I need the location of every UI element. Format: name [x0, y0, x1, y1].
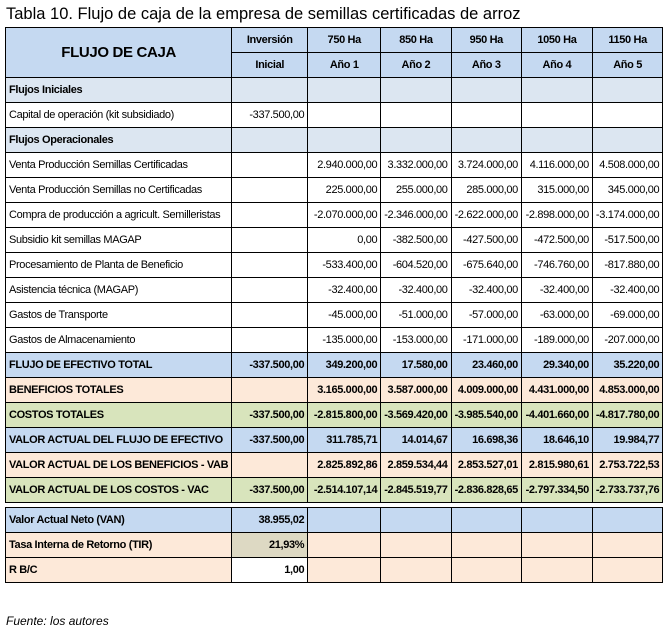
- year-4-value: 29.340,00: [521, 353, 592, 378]
- initial-value: [232, 453, 308, 478]
- year-3-value: 285.000,00: [451, 178, 521, 203]
- year-3-value: -57.000,00: [451, 303, 521, 328]
- section-initial: [6, 78, 663, 103]
- year-4-value: -2.797.334,50: [521, 478, 592, 503]
- year-2-value: -604.520,00: [381, 253, 451, 278]
- year-5-value: 4.853.000,00: [592, 378, 662, 403]
- year-2-value: -32.400,00: [381, 278, 451, 303]
- header-row-1: [6, 28, 663, 53]
- year-3-value: 4.009.000,00: [451, 378, 521, 403]
- year-3-value: 3.724.000,00: [451, 153, 521, 178]
- table-row: [6, 103, 663, 128]
- table-row: [6, 378, 663, 403]
- indicator-label: R B/C: [6, 558, 232, 583]
- year-2-value: -2.845.519,77: [381, 478, 451, 503]
- indicator-label: Tasa Interna de Retorno (TIR): [6, 533, 232, 558]
- year-4-value: -189.000,00: [521, 328, 592, 353]
- year-5-value: -32.400,00: [592, 278, 662, 303]
- table-cell: [381, 508, 451, 533]
- table-row: [6, 478, 663, 503]
- table-cell: [451, 128, 521, 153]
- row-label: Procesamiento de Planta de Beneficio: [6, 253, 232, 278]
- header-initial: Inicial: [232, 53, 308, 78]
- initial-value: [232, 303, 308, 328]
- table-row: [6, 203, 663, 228]
- row-label: BENEFICIOS TOTALES: [6, 378, 232, 403]
- table-row: [6, 228, 663, 253]
- initial-value: [232, 153, 308, 178]
- year-4-value: 315.000,00: [521, 178, 592, 203]
- cash-flow-body: [6, 28, 663, 583]
- indicator-value: 1,00: [232, 558, 308, 583]
- year-4-value: 4.116.000,00: [521, 153, 592, 178]
- year-4-value: -746.760,00: [521, 253, 592, 278]
- table-cell: [592, 128, 662, 153]
- year-4-value: -472.500,00: [521, 228, 592, 253]
- row-label: Subsidio kit semillas MAGAP: [6, 228, 232, 253]
- table-cell: [521, 78, 592, 103]
- year-5-value: 345.000,00: [592, 178, 662, 203]
- year-4-value: -32.400,00: [521, 278, 592, 303]
- year-3-value: 2.853.527,01: [451, 453, 521, 478]
- table-cell: [308, 78, 381, 103]
- year-1-value: 0,00: [308, 228, 381, 253]
- indicator-label: Valor Actual Neto (VAN): [6, 508, 232, 533]
- year-5-value: -517.500,00: [592, 228, 662, 253]
- initial-value: -337.500,00: [232, 353, 308, 378]
- table-cell: [451, 533, 521, 558]
- year-4-value: 18.646,10: [521, 428, 592, 453]
- row-label: Venta Producción Semillas no Certificadas: [6, 178, 232, 203]
- year-4-value: -2.898.000,00: [521, 203, 592, 228]
- row-label: Asistencia técnica (MAGAP): [6, 278, 232, 303]
- year-5-value: [592, 103, 662, 128]
- year-5-value: -817.880,00: [592, 253, 662, 278]
- table-cell: [381, 533, 451, 558]
- table-cell: [381, 558, 451, 583]
- table-cell: [521, 508, 592, 533]
- header-ha-5: 1150 Ha: [592, 28, 662, 53]
- year-5-value: 2.753.722,53: [592, 453, 662, 478]
- year-3-value: -675.640,00: [451, 253, 521, 278]
- table-row: [6, 403, 663, 428]
- table-row: [6, 153, 663, 178]
- table-cell: [521, 533, 592, 558]
- table-source: Fuente: los autores: [6, 614, 109, 628]
- table-cell: [232, 128, 308, 153]
- row-label: COSTOS TOTALES: [6, 403, 232, 428]
- table-title: FLUJO DE CAJA: [6, 28, 232, 78]
- year-1-value: -2.070.000,00: [308, 203, 381, 228]
- row-label: Gastos de Transporte: [6, 303, 232, 328]
- table-cell: [451, 78, 521, 103]
- table-row: [6, 303, 663, 328]
- year-1-value: 3.165.000,00: [308, 378, 381, 403]
- initial-value: -337.500,00: [232, 403, 308, 428]
- year-1-value: -2.514.107,14: [308, 478, 381, 503]
- initial-value: [232, 378, 308, 403]
- table-row: [6, 428, 663, 453]
- year-2-value: 2.859.534,44: [381, 453, 451, 478]
- header-investment: Inversión: [232, 28, 308, 53]
- initial-value: [232, 278, 308, 303]
- year-2-value: -153.000,00: [381, 328, 451, 353]
- initial-value: [232, 253, 308, 278]
- year-1-value: [308, 103, 381, 128]
- initial-value: [232, 328, 308, 353]
- year-2-value: 255.000,00: [381, 178, 451, 203]
- cash-flow-table: [5, 27, 663, 583]
- year-4-value: -4.401.660,00: [521, 403, 592, 428]
- table-cell: [381, 128, 451, 153]
- year-1-value: 311.785,71: [308, 428, 381, 453]
- year-5-value: -69.000,00: [592, 303, 662, 328]
- year-4-value: [521, 103, 592, 128]
- table-cell: [592, 78, 662, 103]
- table-cell: [521, 128, 592, 153]
- year-1-value: 225.000,00: [308, 178, 381, 203]
- year-5-value: -207.000,00: [592, 328, 662, 353]
- row-label: Capital de operación (kit subsidiado): [6, 103, 232, 128]
- header-year-3: Año 3: [451, 53, 521, 78]
- year-3-value: -3.985.540,00: [451, 403, 521, 428]
- table-cell: [308, 558, 381, 583]
- year-3-value: -32.400,00: [451, 278, 521, 303]
- table-cell: [451, 508, 521, 533]
- table-cell: [592, 508, 662, 533]
- year-1-value: -135.000,00: [308, 328, 381, 353]
- table-row: [6, 353, 663, 378]
- year-2-value: -382.500,00: [381, 228, 451, 253]
- header-year-4: Año 4: [521, 53, 592, 78]
- year-2-value: -2.346.000,00: [381, 203, 451, 228]
- table-row: [6, 453, 663, 478]
- header-year-5: Año 5: [592, 53, 662, 78]
- year-3-value: -2.622.000,00: [451, 203, 521, 228]
- header-ha-3: 950 Ha: [451, 28, 521, 53]
- header-ha-4: 1050 Ha: [521, 28, 592, 53]
- year-3-value: 16.698,36: [451, 428, 521, 453]
- year-2-value: -51.000,00: [381, 303, 451, 328]
- initial-value: [232, 178, 308, 203]
- year-2-value: 3.587.000,00: [381, 378, 451, 403]
- year-1-value: 2.825.892,86: [308, 453, 381, 478]
- year-3-value: [451, 103, 521, 128]
- year-3-value: -2.836.828,65: [451, 478, 521, 503]
- year-5-value: -4.817.780,00: [592, 403, 662, 428]
- row-label: VALOR ACTUAL DE LOS BENEFICIOS - VAB: [6, 453, 232, 478]
- year-1-value: -533.400,00: [308, 253, 381, 278]
- year-1-value: 349.200,00: [308, 353, 381, 378]
- year-2-value: -3.569.420,00: [381, 403, 451, 428]
- section-label: Flujos Operacionales: [6, 128, 232, 153]
- indicator-value: 38.955,02: [232, 508, 308, 533]
- header-ha-2: 850 Ha: [381, 28, 451, 53]
- year-4-value: 2.815.980,61: [521, 453, 592, 478]
- table-row: [6, 278, 663, 303]
- initial-value: [232, 228, 308, 253]
- year-3-value: -171.000,00: [451, 328, 521, 353]
- table-cell: [521, 558, 592, 583]
- year-4-value: -63.000,00: [521, 303, 592, 328]
- row-label: VALOR ACTUAL DE LOS COSTOS - VAC: [6, 478, 232, 503]
- table-row: [6, 253, 663, 278]
- year-3-value: -427.500,00: [451, 228, 521, 253]
- section-label: Flujos Iniciales: [6, 78, 232, 103]
- initial-value: -337.500,00: [232, 103, 308, 128]
- table-cell: [451, 558, 521, 583]
- header-year-2: Año 2: [381, 53, 451, 78]
- table-cell: [592, 533, 662, 558]
- table-cell: [592, 558, 662, 583]
- row-label: Gastos de Almacenamiento: [6, 328, 232, 353]
- indicator-rbc: [6, 558, 663, 583]
- table-row: [6, 328, 663, 353]
- year-5-value: -2.733.737,76: [592, 478, 662, 503]
- table-cell: [308, 533, 381, 558]
- year-2-value: 17.580,00: [381, 353, 451, 378]
- header-ha-1: 750 Ha: [308, 28, 381, 53]
- year-4-value: 4.431.000,00: [521, 378, 592, 403]
- initial-value: -337.500,00: [232, 478, 308, 503]
- indicator-value: 21,93%: [232, 533, 308, 558]
- row-label: FLUJO DE EFECTIVO TOTAL: [6, 353, 232, 378]
- row-label: Venta Producción Semillas Certificadas: [6, 153, 232, 178]
- header-year-1: Año 1: [308, 53, 381, 78]
- indicator-tir: [6, 533, 663, 558]
- section-operational: [6, 128, 663, 153]
- table-cell: [381, 78, 451, 103]
- year-1-value: -45.000,00: [308, 303, 381, 328]
- year-2-value: 3.332.000,00: [381, 153, 451, 178]
- year-5-value: -3.174.000,00: [592, 203, 662, 228]
- row-label: VALOR ACTUAL DEL FLUJO DE EFECTIVO: [6, 428, 232, 453]
- table-cell: [232, 78, 308, 103]
- year-2-value: 14.014,67: [381, 428, 451, 453]
- initial-value: -337.500,00: [232, 428, 308, 453]
- year-1-value: 2.940.000,00: [308, 153, 381, 178]
- table-caption: Tabla 10. Flujo de caja de la empresa de semillas certificadas de arroz: [6, 5, 521, 23]
- year-5-value: 4.508.000,00: [592, 153, 662, 178]
- table-row: [6, 178, 663, 203]
- table-cell: [308, 128, 381, 153]
- year-1-value: -32.400,00: [308, 278, 381, 303]
- initial-value: [232, 203, 308, 228]
- year-5-value: 35.220,00: [592, 353, 662, 378]
- year-1-value: -2.815.800,00: [308, 403, 381, 428]
- indicator-van: [6, 508, 663, 533]
- row-label: Compra de producción a agricult. Semilleristas: [6, 203, 232, 228]
- table-cell: [308, 508, 381, 533]
- year-2-value: [381, 103, 451, 128]
- year-3-value: 23.460,00: [451, 353, 521, 378]
- year-5-value: 19.984,77: [592, 428, 662, 453]
